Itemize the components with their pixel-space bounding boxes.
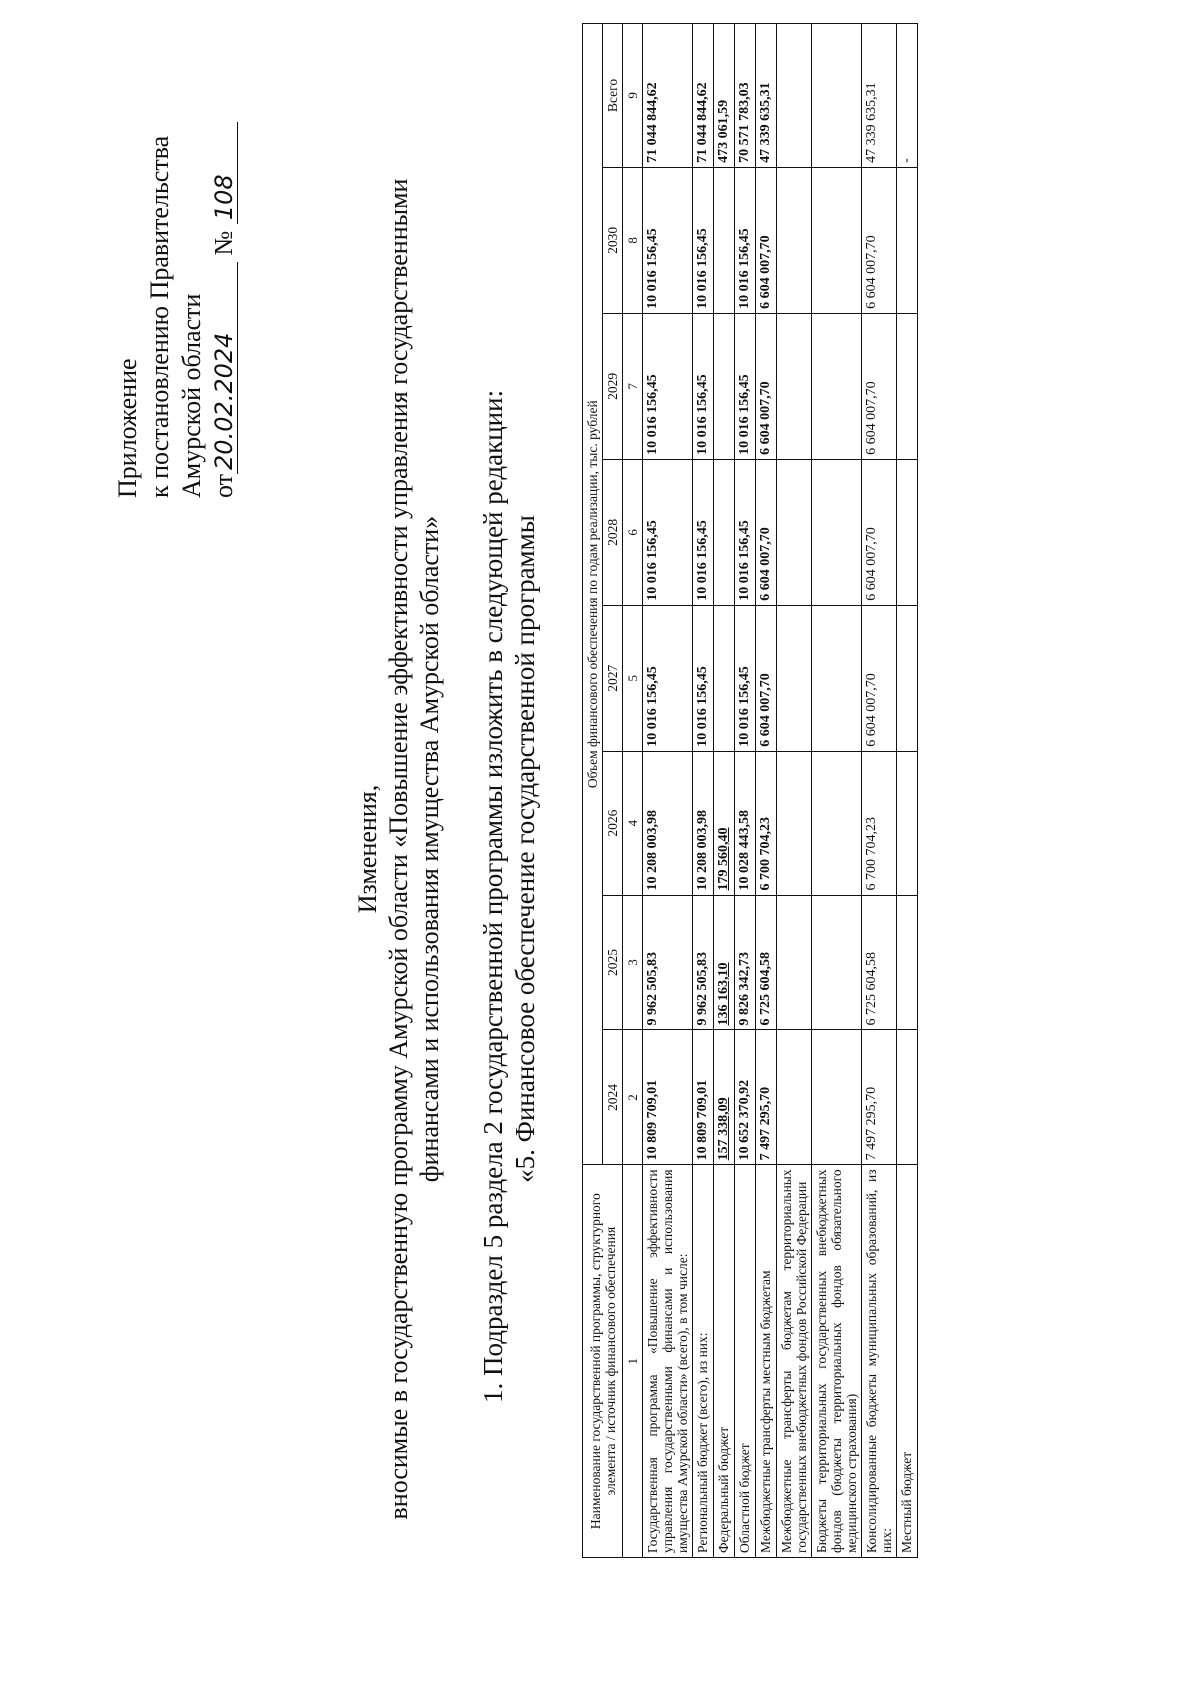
row-name: Местный бюджет: [897, 1165, 918, 1558]
table-row: [714, 24, 735, 1558]
row-value: 179 560,40: [714, 751, 735, 895]
date-prefix: от: [209, 473, 238, 498]
index-cell: 4: [623, 751, 643, 895]
row-value: 136 163,10: [714, 895, 735, 1030]
row-value: [812, 895, 862, 1030]
row-value: 10 016 156,45: [693, 459, 714, 605]
handwritten-date: 20.02.2024: [211, 262, 238, 474]
row-value: 6 604 007,70: [756, 605, 777, 751]
row-value: [897, 605, 918, 751]
row-value: 6 725 604,58: [862, 895, 897, 1030]
row-value: [714, 459, 735, 605]
table-row: [643, 24, 693, 1558]
header-index-row: [623, 24, 643, 1558]
row-value: [897, 751, 918, 895]
row-name: Межбюджетные трансферты бюджетам территориальных государственных внебюджетных фондов Российской Федерации: [777, 1165, 812, 1558]
row-value: 6 604 007,70: [862, 459, 897, 605]
row-value: [812, 1030, 862, 1165]
row-total: [812, 24, 862, 168]
row-value: 10 016 156,45: [693, 167, 714, 313]
row-name: Областной бюджет: [735, 1165, 756, 1558]
handwritten-number: 108: [211, 122, 238, 224]
row-value: [777, 459, 812, 605]
index-cell: 5: [623, 605, 643, 751]
row-value: 10 016 156,45: [693, 313, 714, 459]
row-value: 10 016 156,45: [735, 167, 756, 313]
header-year: 2025: [603, 895, 623, 1030]
table-row: [777, 24, 812, 1558]
row-value: 10 809 709,01: [693, 1030, 714, 1165]
row-value: 10 208 003,98: [693, 751, 714, 895]
document-title-line-3: финансами и использования имущества Амурской области»: [415, 515, 444, 1183]
row-value: [812, 313, 862, 459]
row-value: [897, 1030, 918, 1165]
row-value: 6 604 007,70: [862, 167, 897, 313]
header-financing-group: Объем финансового обеспечения по годам реализации, тыс. рублей: [583, 24, 603, 1165]
row-value: 9 826 342,73: [735, 895, 756, 1030]
row-value: [897, 313, 918, 459]
row-value: 10 016 156,45: [643, 167, 693, 313]
row-value: [777, 313, 812, 459]
subsection-heading: «5. Финансовое обеспечение государственной программы: [510, 515, 540, 1183]
row-value: [812, 605, 862, 751]
row-value: 6 604 007,70: [756, 167, 777, 313]
table-row: [862, 24, 897, 1558]
row-name: Федеральный бюджет: [714, 1165, 735, 1558]
appendix-block: [112, 122, 240, 498]
row-value: 6 700 704,23: [756, 751, 777, 895]
index-cell: 9: [623, 24, 643, 168]
row-value: [777, 751, 812, 895]
header-row-1: [583, 24, 603, 1558]
subsection-instruction: 1. Подраздел 5 раздела 2 государственной программы изложить в следующей редакции:: [478, 389, 508, 1403]
row-value: 10 208 003,98: [643, 751, 693, 895]
row-value: 157 338,09: [714, 1030, 735, 1165]
row-value: 6 604 007,70: [862, 605, 897, 751]
row-name: Региональный бюджет (всего), из них:: [693, 1165, 714, 1558]
row-value: 6 604 007,70: [756, 459, 777, 605]
header-year: 2030: [603, 167, 623, 313]
table-row: [756, 24, 777, 1558]
row-value: 7 497 295,70: [756, 1030, 777, 1165]
row-value: [714, 313, 735, 459]
appendix-line-1: Приложение: [113, 358, 142, 498]
header-total: Всего: [603, 24, 623, 168]
row-value: [714, 167, 735, 313]
row-value: 10 028 443,58: [735, 751, 756, 895]
row-value: [812, 459, 862, 605]
row-value: 6 725 604,58: [756, 895, 777, 1030]
header-year: 2029: [603, 313, 623, 459]
financing-table: [582, 23, 918, 1558]
row-value: [714, 605, 735, 751]
row-value: [812, 751, 862, 895]
row-total: [777, 24, 812, 168]
row-value: [897, 167, 918, 313]
row-value: 9 962 505,83: [693, 895, 714, 1030]
row-name: Бюджеты территориальных государственных внебюджетных фондов (бюджеты территориальных фондов обязательного медицинского страхования): [812, 1165, 862, 1558]
row-value: [777, 605, 812, 751]
row-value: [777, 895, 812, 1030]
index-cell: 2: [623, 1030, 643, 1165]
row-name: Государственная программа «Повышение эффективности управления государственными финансами и использования имущества Амурской области» (всего), в том числе:: [643, 1165, 693, 1558]
row-value: 10 016 156,45: [735, 459, 756, 605]
row-name: Межбюджетные трансферты местным бюджетам: [756, 1165, 777, 1558]
header-year: 2024: [603, 1030, 623, 1165]
row-total: -: [897, 24, 918, 168]
row-name: Консолидированные бюджеты муниципальных образований, из них:: [862, 1165, 897, 1558]
row-value: 10 809 709,01: [643, 1030, 693, 1165]
row-value: 10 016 156,45: [643, 459, 693, 605]
row-value: 10 016 156,45: [643, 605, 693, 751]
row-value: 7 497 295,70: [862, 1030, 897, 1165]
row-value: 10 016 156,45: [735, 313, 756, 459]
appendix-line-3: Амурской области: [177, 293, 206, 498]
appendix-date-line: [208, 122, 240, 498]
row-value: [777, 1030, 812, 1165]
row-value: 10 016 156,45: [643, 313, 693, 459]
row-total: 70 571 783,03: [735, 24, 756, 168]
document-title-line-2: вносимые в государственную программу Амурской области «Повышение эффективности управления государственными: [384, 178, 413, 1520]
header-name-column: Наименование государственной программы, структурного элемента / источник финансового обеспечения: [583, 1165, 623, 1558]
row-value: 10 652 370,92: [735, 1030, 756, 1165]
row-value: 10 016 156,45: [735, 605, 756, 751]
row-value: [812, 167, 862, 313]
row-total: 473 061,59: [714, 24, 735, 168]
table-row: [693, 24, 714, 1558]
row-total: 71 044 844,62: [643, 24, 693, 168]
header-year: 2026: [603, 751, 623, 895]
row-value: 9 962 505,83: [643, 895, 693, 1030]
appendix-line-2: к постановлению Правительства: [145, 135, 174, 498]
table-row: [897, 24, 918, 1558]
index-cell: 1: [623, 1165, 643, 1558]
index-cell: 3: [623, 895, 643, 1030]
document-title: Изменения,: [353, 784, 382, 914]
index-cell: 6: [623, 459, 643, 605]
table-row: [735, 24, 756, 1558]
index-cell: 8: [623, 167, 643, 313]
row-value: [897, 459, 918, 605]
row-value: 6 700 704,23: [862, 751, 897, 895]
header-year: 2028: [603, 459, 623, 605]
row-value: 10 016 156,45: [693, 605, 714, 751]
number-label: №: [209, 230, 238, 256]
table-row: [812, 24, 862, 1558]
row-total: 71 044 844,62: [693, 24, 714, 168]
row-total: 47 339 635,31: [756, 24, 777, 168]
row-value: [777, 167, 812, 313]
row-value: 6 604 007,70: [862, 313, 897, 459]
row-value: [897, 895, 918, 1030]
row-total: 47 339 635,31: [862, 24, 897, 168]
header-year: 2027: [603, 605, 623, 751]
row-value: 6 604 007,70: [756, 313, 777, 459]
index-cell: 7: [623, 313, 643, 459]
